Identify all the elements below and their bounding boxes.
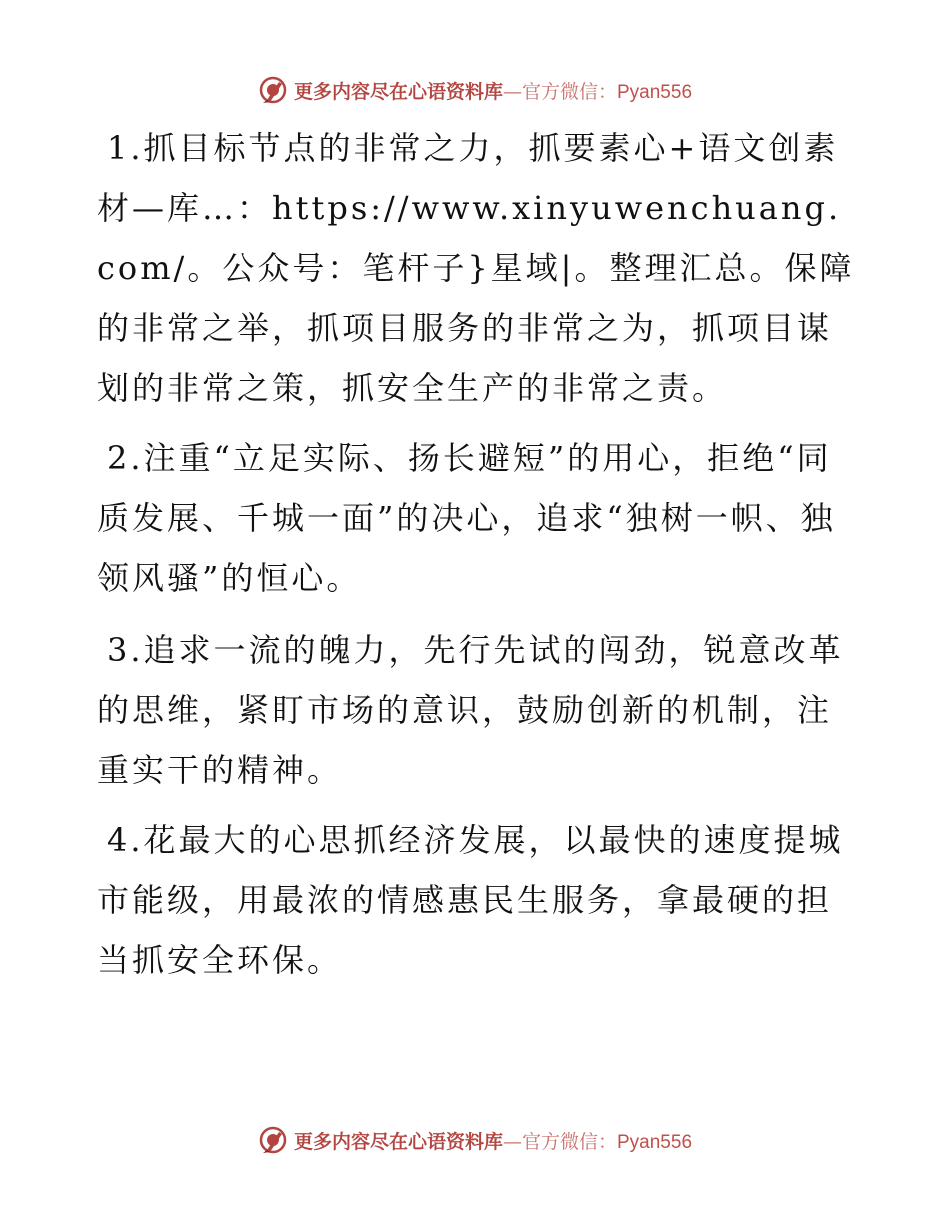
banner-wechat-id: Pyan556 (617, 81, 693, 103)
banner-wechat-label: 官方微信： (521, 80, 617, 103)
banner-title: 更多内容尽在心语资料库 (293, 80, 503, 103)
footer-watermark (0, 1120, 950, 1160)
pen-logo-icon (258, 75, 288, 105)
paragraph-2: 2.注重“立足实际、扬长避短”的用心，拒绝“同质发展、千城一面”的决心，追求“独树一帜、独领风骚”的恒心。 (97, 439, 836, 597)
footer-banner-title: 更多内容尽在心语资料库 (293, 1130, 503, 1153)
paragraph-4: 4.花最大的心思抓经济发展，以最快的速度提城市能级，用最浓的情感惠民生服务，拿最硬的担当抓安全环保。 (97, 821, 844, 979)
footer-banner-wechat-id: Pyan556 (617, 1131, 693, 1153)
pen-logo-icon (258, 1125, 288, 1155)
header-watermark (0, 70, 950, 110)
footer-banner-wechat-label: 官方微信： (521, 1130, 617, 1153)
document-body (97, 118, 857, 1000)
banner-dash: — (502, 80, 522, 103)
footer-banner-dash: — (502, 1130, 522, 1153)
paragraph-3: 3.追求一流的魄力，先行先试的闯劲，锐意改革的思维，紧盯市场的意识，鼓励创新的机制，注重实干的精神。 (97, 631, 844, 789)
paragraph-1: 1.抓目标节点的非常之力，抓要素心+语文创素材—库…：https://www.xinyuwenchuang.com/。公众号：笔杆子}星域|。整理汇总。保障的非常之举，抓项目服务的非常之为，抓项目谋划的非常之策，抓安全生产的非常之责。 (97, 129, 855, 407)
